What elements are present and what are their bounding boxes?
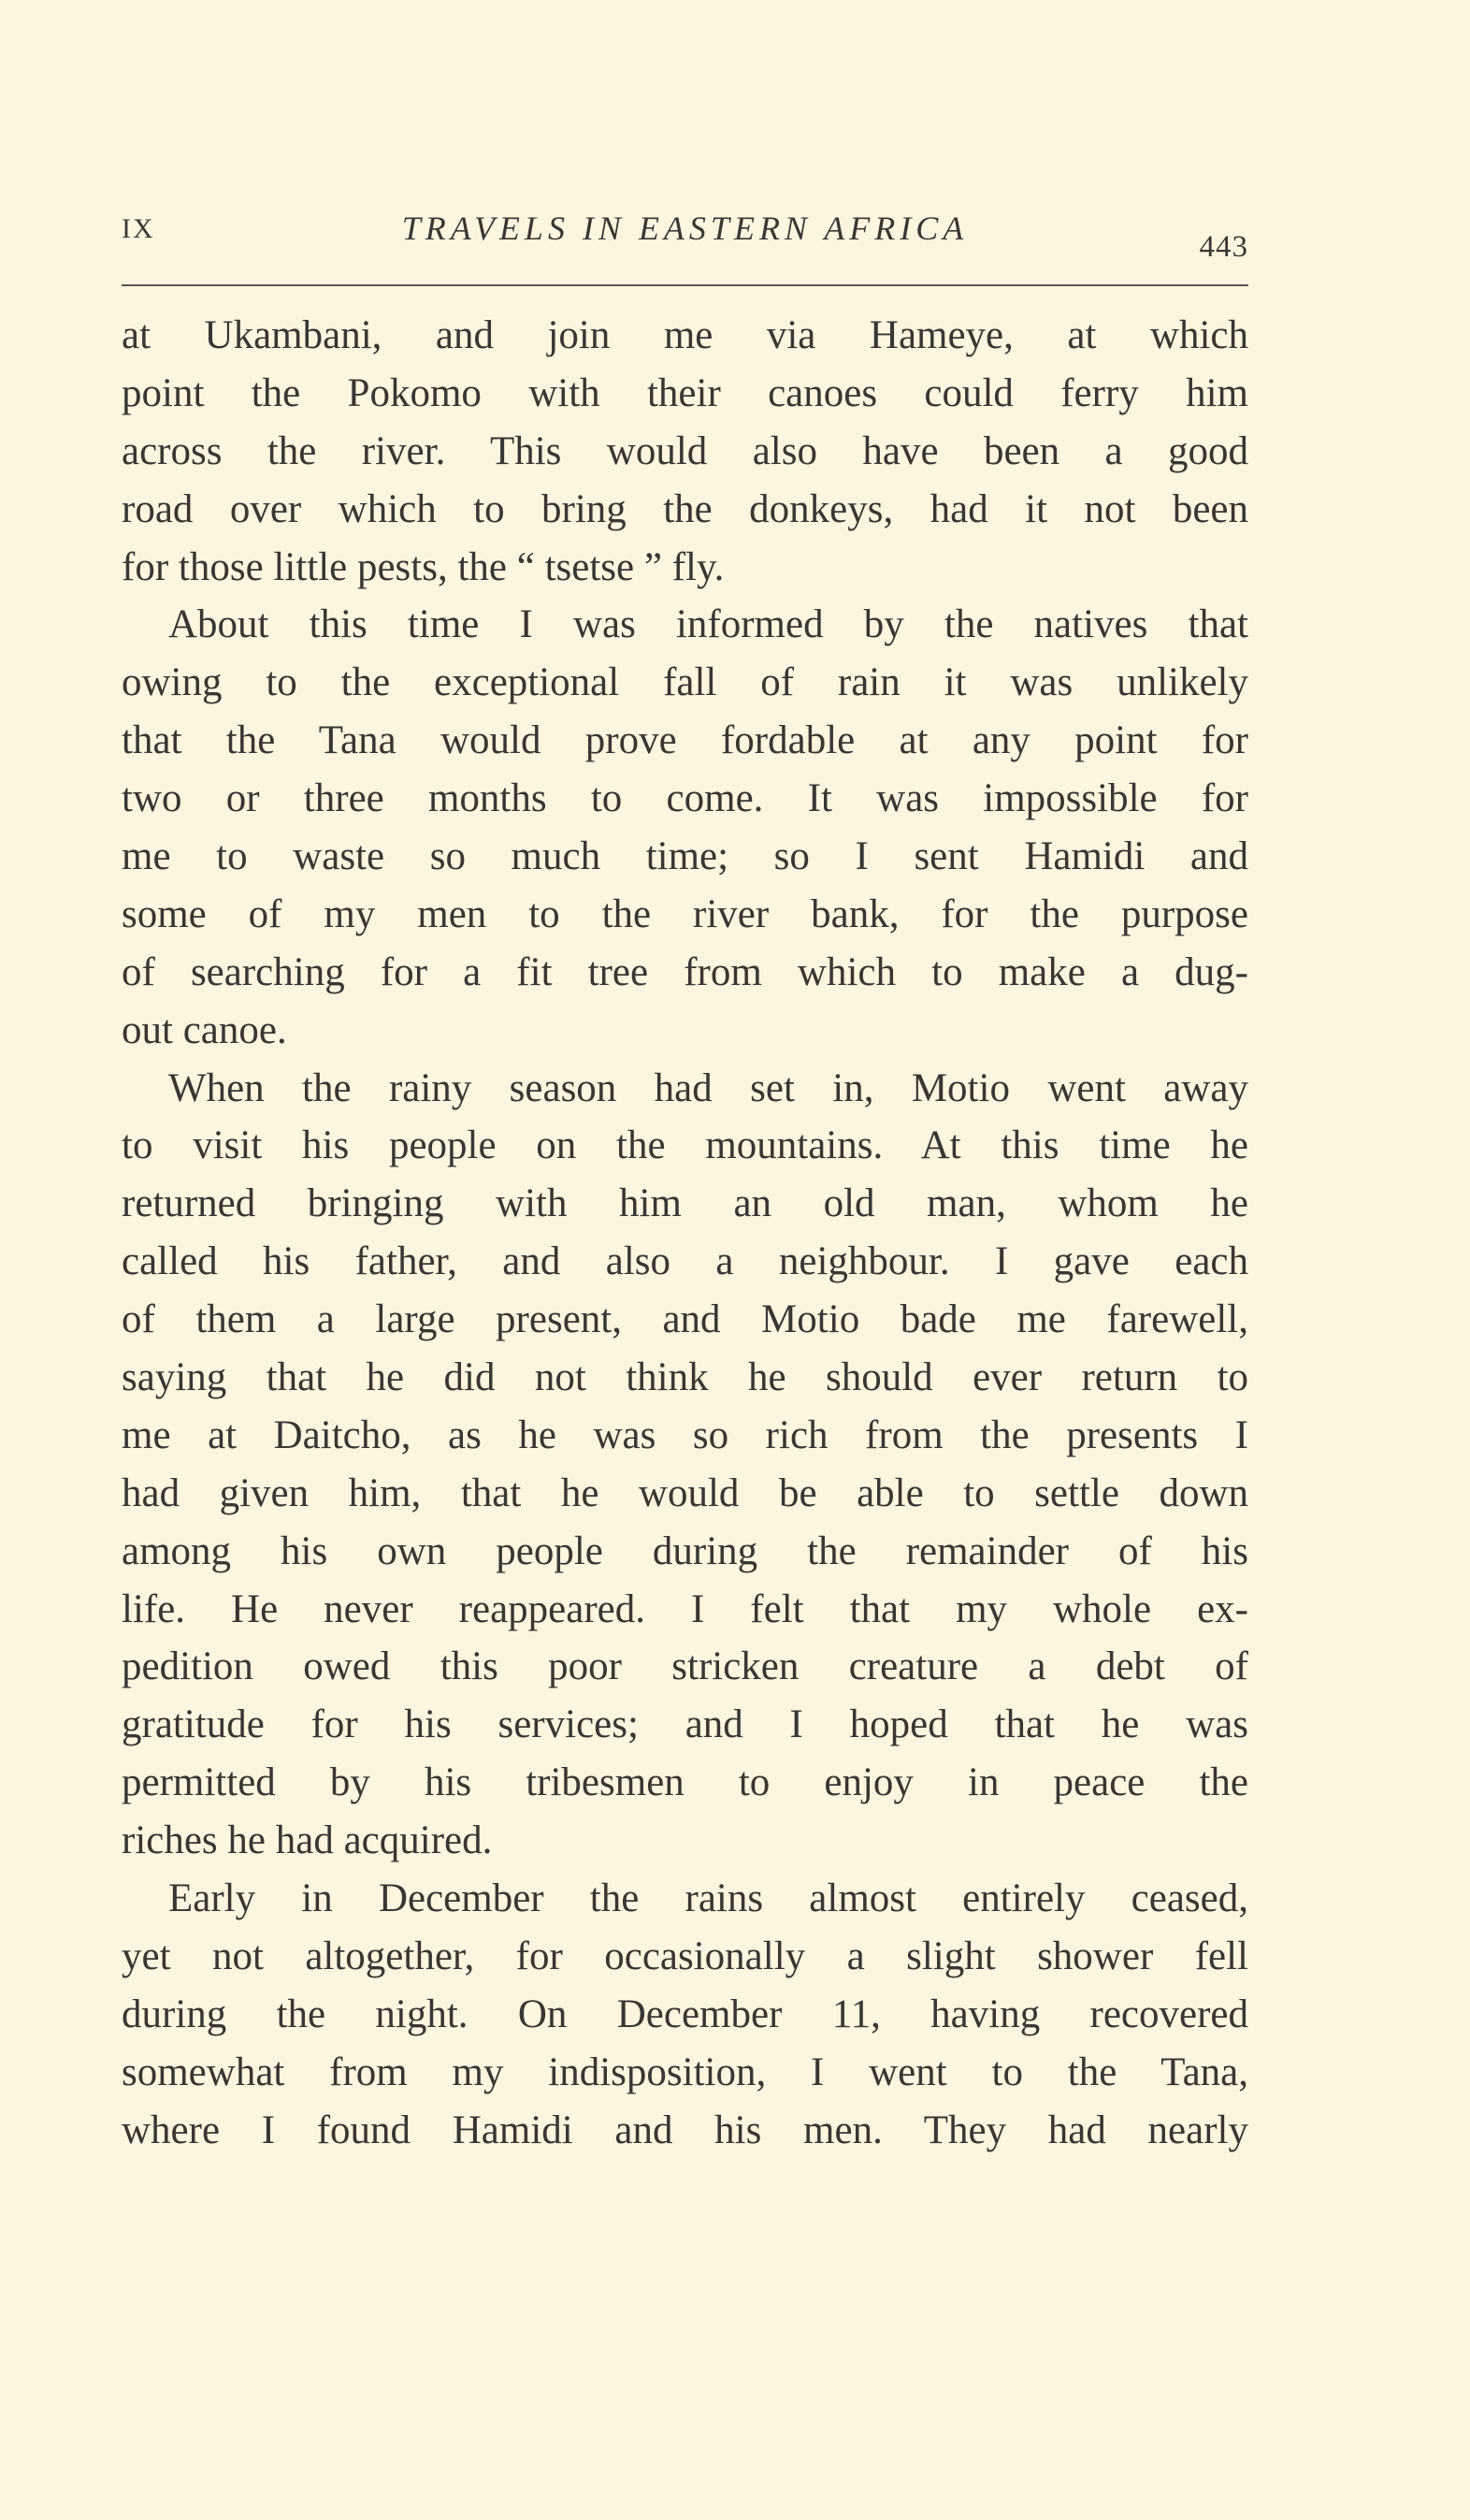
running-title: TRAVELS IN EASTERN AFRICA (401, 210, 969, 247)
text-line: of searching for a fit tree from which to make a dug- (122, 949, 1248, 994)
paragraph (122, 307, 1248, 596)
text-line: at Ukambani, and join me via Hameye, at which (122, 313, 1248, 357)
text-line: across the river. This would also have been a good (122, 428, 1248, 473)
text-line: pedition owed this poor stricken creature a debt of (122, 1644, 1248, 1689)
body-text (122, 307, 1248, 2160)
text-line: gratitude for his services; and I hoped that he was (122, 1702, 1248, 1747)
text-line: When the rainy season had set in, Motio went away (168, 1065, 1248, 1110)
text-line: some of my men to the river bank, for the purpose (122, 891, 1248, 936)
text-line: among his own people during the remainder of his (122, 1528, 1248, 1573)
text-line: during the night. On December 11, having recovered (122, 1991, 1248, 2036)
text-line: owing to the exceptional fall of rain it was unlikely (122, 660, 1248, 705)
text-line: where I found Hamidi and his men. They had nearly (122, 2107, 1248, 2152)
text-line: permitted by his tribesmen to enjoy in peace the (122, 1760, 1248, 1805)
text-line: About this time I was informed by the natives that (168, 602, 1248, 647)
running-head (122, 204, 1248, 264)
text-line: Early in December the rains almost entirely ceased, (168, 1876, 1248, 1921)
text-line: riches he had acquired. (122, 1818, 493, 1863)
text-line: that the Tana would prove fordable at any point for (122, 718, 1248, 763)
text-line: returned bringing with him an old man, whom he (122, 1181, 1248, 1226)
paragraph (122, 1870, 1248, 2159)
text-line: point the Pokomo with their canoes could ferry him (122, 370, 1248, 415)
text-line: two or three months to come. It was impossible for (122, 776, 1248, 821)
text-line: yet not altogether, for occasionally a slight shower fell (122, 1933, 1248, 1978)
text-line: somewhat from my indisposition, I went to the Tana, (122, 2049, 1248, 2094)
text-line: me at Daitcho, as he was so rich from the presents I (122, 1412, 1248, 1457)
text-line: called his father, and also a neighbour. I gave each (122, 1239, 1248, 1284)
header-rule (122, 284, 1248, 286)
text-line: out canoe. (122, 1007, 287, 1052)
text-line: had given him, that he would be able to settle down (122, 1470, 1248, 1515)
chapter-number: IX (122, 213, 155, 244)
text-line: to visit his people on the mountains. At this time he (122, 1123, 1248, 1168)
text-line: life. He never reappeared. I felt that my whole ex- (122, 1586, 1248, 1631)
text-line: for those little pests, the “ tsetse ” fly. (122, 544, 725, 589)
text-line: saying that he did not think he should ever return to (122, 1355, 1248, 1400)
text-line: of them a large present, and Motio bade me farewell, (122, 1297, 1248, 1342)
text-line: road over which to bring the donkeys, had it not been (122, 486, 1248, 531)
page-number: 443 (1199, 230, 1248, 264)
text-line: me to waste so much time; so I sent Hamidi and (122, 834, 1248, 879)
paragraph (122, 596, 1248, 1059)
paragraph (122, 1060, 1248, 1870)
